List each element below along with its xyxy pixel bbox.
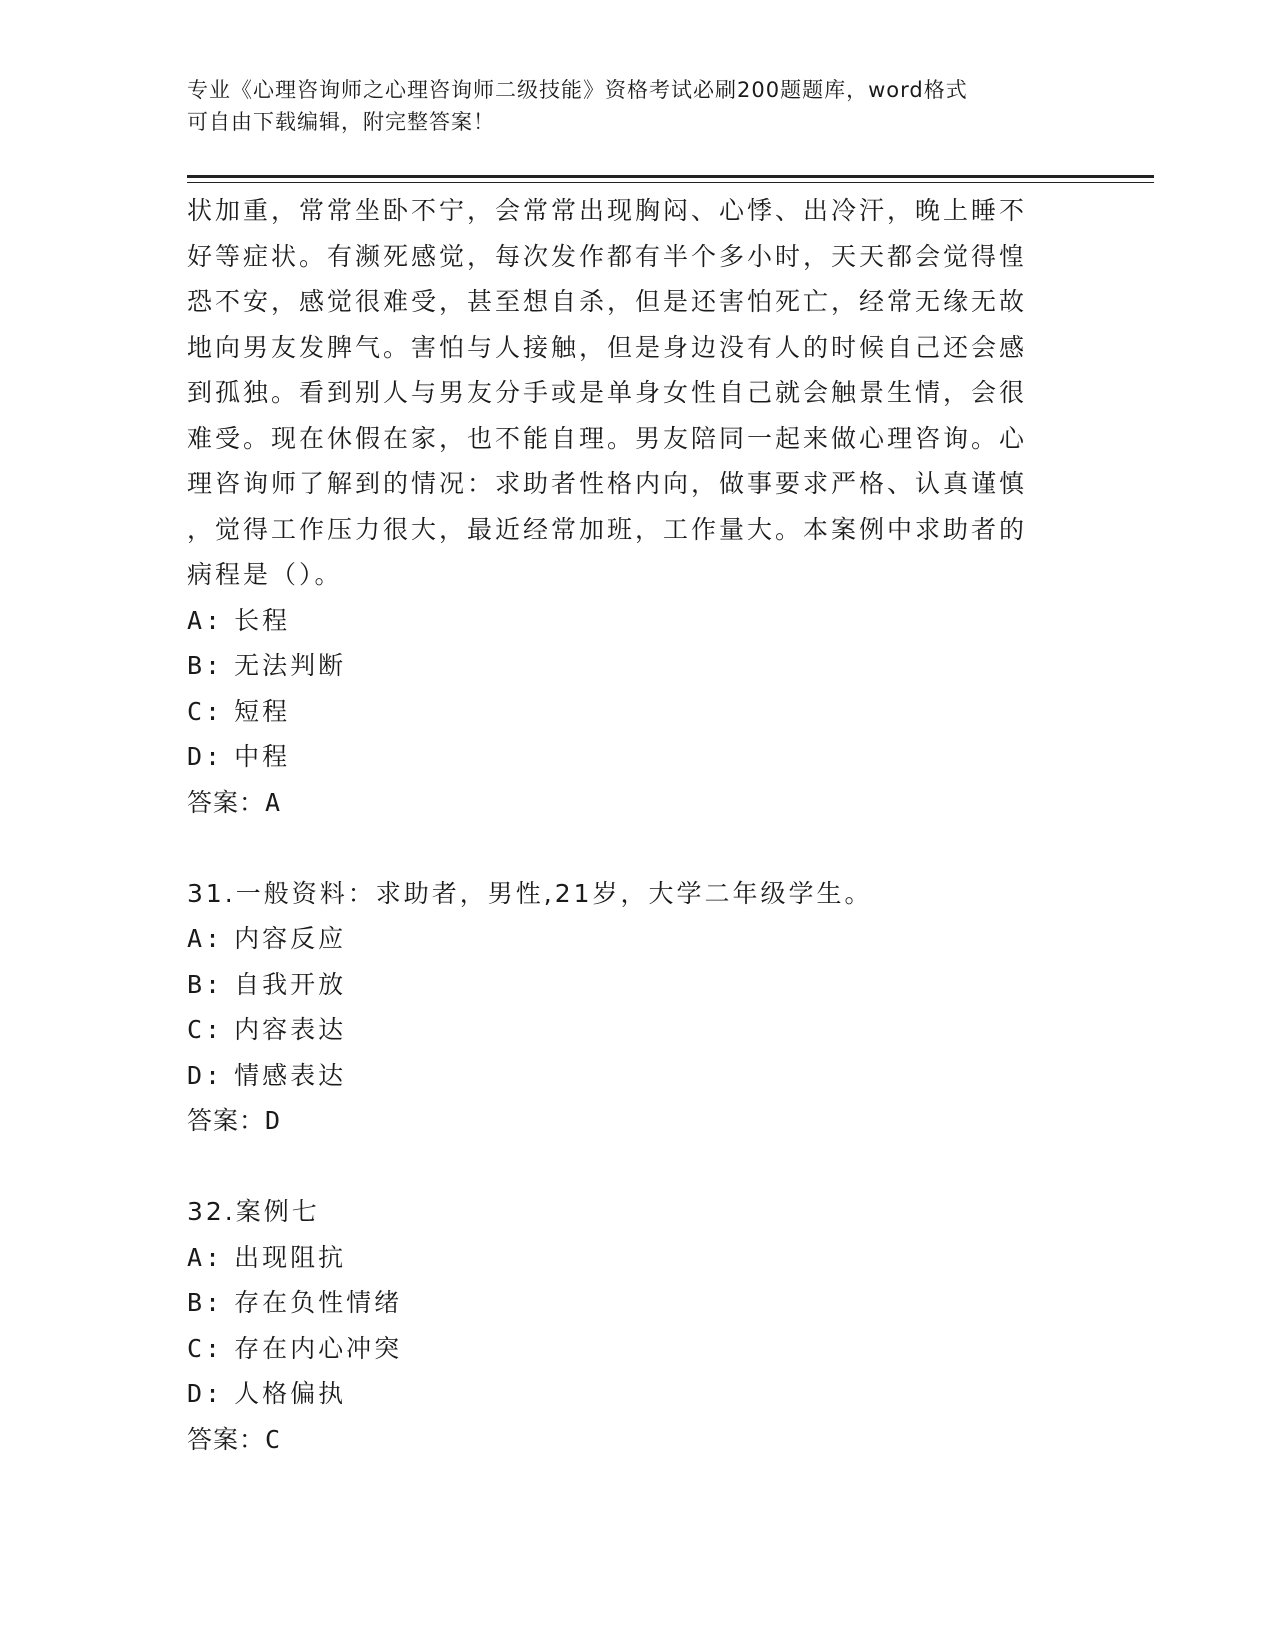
option-c: [187, 1007, 1067, 1053]
option-key: A:: [187, 924, 224, 953]
option-a: [187, 1235, 1067, 1281]
answer-label: 答案：: [187, 1106, 266, 1135]
option-key: A:: [187, 605, 224, 635]
question-stem-line: 状加重，常常坐卧不宁，会常常出现胸闷、心悸、出冷汗，晚上睡不: [187, 196, 1028, 225]
option-text: 长程: [234, 605, 291, 635]
option-text: 内容反应: [234, 924, 347, 953]
page-header: [187, 74, 1067, 138]
option-a: [187, 598, 1067, 644]
option-key: B:: [187, 651, 224, 680]
spacer: [187, 1144, 1067, 1190]
spacer: [187, 825, 1067, 871]
header-title-line-2: 可自由下载编辑，附完整答案！: [187, 110, 495, 134]
document-body: [187, 188, 1067, 1462]
question-stem-line: 到孤独。看到别人与男友分手或是单身女性自己就会触景生情，会很: [187, 378, 1028, 407]
option-c: [187, 1326, 1067, 1372]
question-stem-line: 好等症状。有濒死感觉，每次发作都有半个多小时，天天都会觉得惶: [187, 241, 1028, 271]
header-divider-thick: [187, 175, 1154, 178]
answer-line: [187, 1098, 1067, 1144]
option-b: [187, 1280, 1067, 1326]
question-30: [187, 188, 1067, 825]
option-a: [187, 916, 1067, 962]
option-text: 无法判断: [234, 651, 347, 680]
question-stem-line: 难受。现在休假在家，也不能自理。男友陪同一起来做心理咨询。心: [187, 423, 1028, 453]
question-stem: 32.案例七: [187, 1197, 320, 1226]
answer-line: [187, 1417, 1067, 1463]
option-text: 情感表达: [234, 1060, 347, 1090]
option-text: 存在内心冲突: [234, 1333, 403, 1363]
question-stem-line: ，觉得工作压力很大，最近经常加班，工作量大。本案例中求助者的: [187, 514, 1028, 544]
option-key: C:: [187, 1333, 224, 1363]
option-key: D:: [187, 1379, 224, 1408]
answer-value: A: [265, 787, 282, 817]
option-key: D:: [187, 1060, 224, 1090]
answer-line: [187, 780, 1067, 826]
option-text: 自我开放: [234, 969, 347, 999]
answer-label: 答案：: [187, 787, 266, 817]
option-text: 人格偏执: [234, 1379, 347, 1408]
option-d: [187, 1371, 1067, 1417]
option-text: 出现阻抗: [234, 1242, 347, 1272]
header-divider-thin: [187, 182, 1154, 183]
question-stem: 31.一般资料：求助者，男性,21岁，大学二年级学生。: [187, 878, 873, 908]
answer-value: D: [265, 1106, 282, 1135]
question-stem-line: 地向男友发脾气。害怕与人接触，但是身边没有人的时候自己还会感: [187, 332, 1028, 362]
option-c: [187, 689, 1067, 735]
option-d: [187, 734, 1067, 780]
option-key: C:: [187, 696, 224, 726]
option-key: B:: [187, 969, 224, 999]
question-32: [187, 1189, 1067, 1462]
option-text: 内容表达: [234, 1015, 347, 1044]
option-text: 短程: [234, 696, 291, 726]
question-stem-line: 恐不安，感觉很难受，甚至想自杀，但是还害怕死亡，经常无缘无故: [187, 287, 1028, 316]
header-title-line-1: 专业《心理咨询师之心理咨询师二级技能》资格考试必刷200题题库，word格式: [187, 78, 968, 102]
option-d: [187, 1053, 1067, 1099]
option-key: C:: [187, 1015, 224, 1044]
option-key: D:: [187, 742, 224, 771]
answer-label: 答案：: [187, 1424, 266, 1454]
option-key: A:: [187, 1242, 224, 1272]
option-text: 中程: [234, 742, 291, 771]
option-b: [187, 962, 1067, 1008]
option-key: B:: [187, 1288, 224, 1317]
question-31: [187, 871, 1067, 1144]
option-b: [187, 643, 1067, 689]
option-text: 存在负性情绪: [234, 1288, 403, 1317]
answer-value: C: [265, 1424, 282, 1454]
question-stem-line: 理咨询师了解到的情况：求助者性格内向，做事要求严格、认真谨慎: [187, 469, 1028, 498]
question-stem-line: 病程是（）。: [187, 560, 343, 589]
